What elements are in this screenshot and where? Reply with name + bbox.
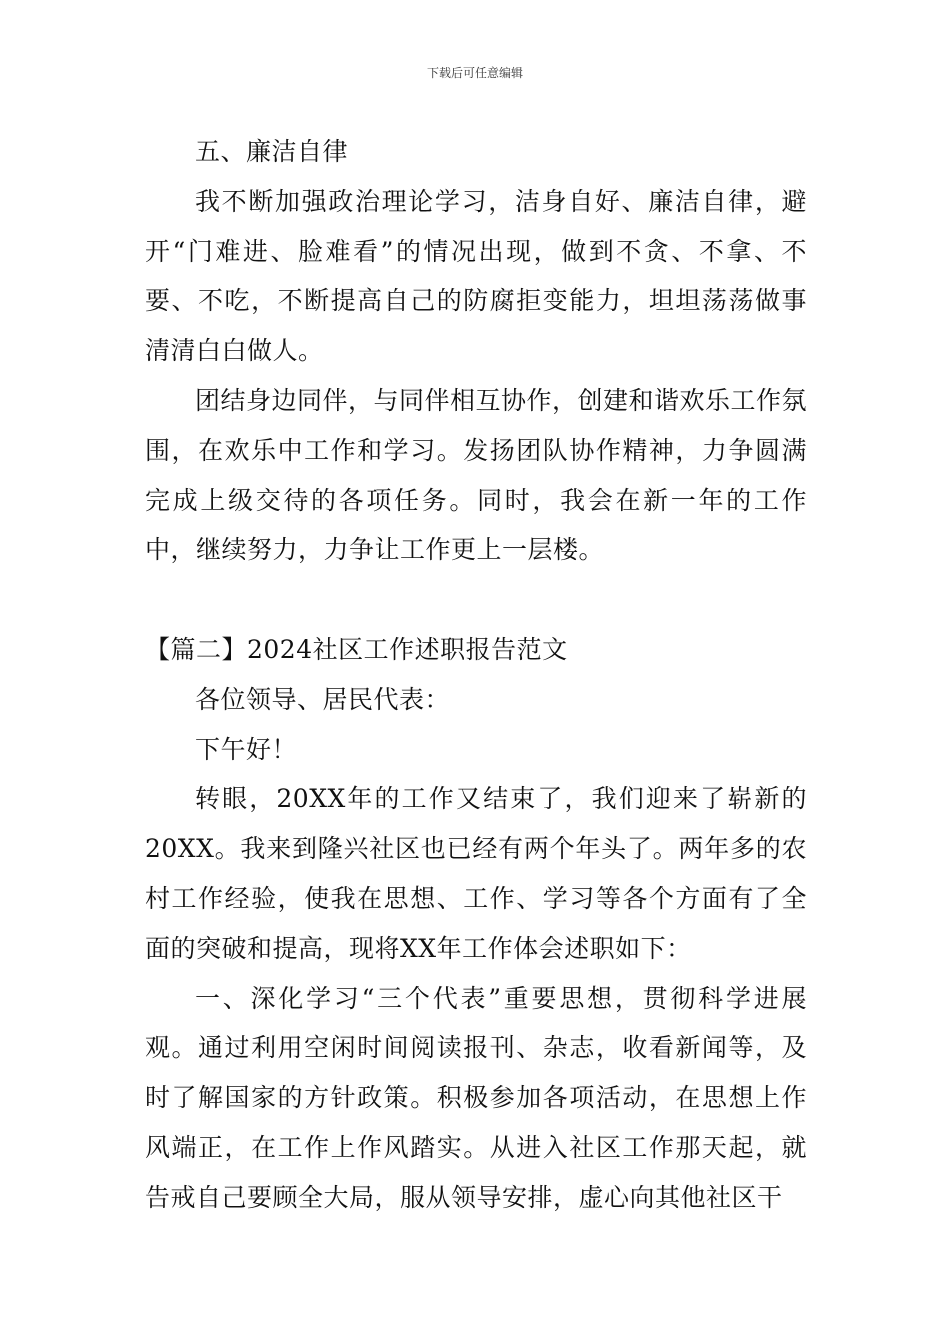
paragraph: 我不断加强政治理论学习，洁身自好、廉洁自律，避开“门难进、脸难看”的情况出现，做到不贪、不拿、不要、不吃，不断提高自己的防腐拒变能力，坦坦荡荡做事清清白白做人。: [145, 186, 807, 366]
section-heading: 五、廉洁自律: [195, 137, 349, 166]
paragraph: 一、深化学习“三个代表”重要思想，贯彻科学进展观。通过利用空闲时间阅读报刊、杂志，收看新闻等，及时了解国家的方针政策。积极参加各项活动，在思想上作风端正，在工作上作风踏实。从进入社区工作那天起，就告戒自己要顾全大局，服从领导安排，虚心向其他社区干: [145, 983, 807, 1212]
document-body: [145, 127, 807, 1223]
page-header-note: 下载后可任意编辑: [426, 66, 523, 80]
blank-line: [145, 575, 807, 625]
part-title: 【篇二】2024社区工作述职报告范文: [145, 634, 568, 664]
paragraph: 转眼，20XX年的工作又结束了，我们迎来了崭新的20XX。我来到隆兴社区也已经有两个年头了。两年多的农村工作经验，使我在思想、工作、学习等各个方面有了全面的突破和提高，现将XX年工作体会述职如下：: [145, 784, 807, 963]
paragraph: 团结身边同伴，与同伴相互协作，创建和谐欢乐工作氛围，在欢乐中工作和学习。发扬团队协作精神，力争圆满完成上级交待的各项任务。同时，我会在新一年的工作中，继续努力，力争让工作更上一层楼。: [145, 385, 808, 565]
greeting: 下午好！: [195, 734, 298, 764]
salutation: 各位领导、居民代表：: [195, 684, 451, 714]
